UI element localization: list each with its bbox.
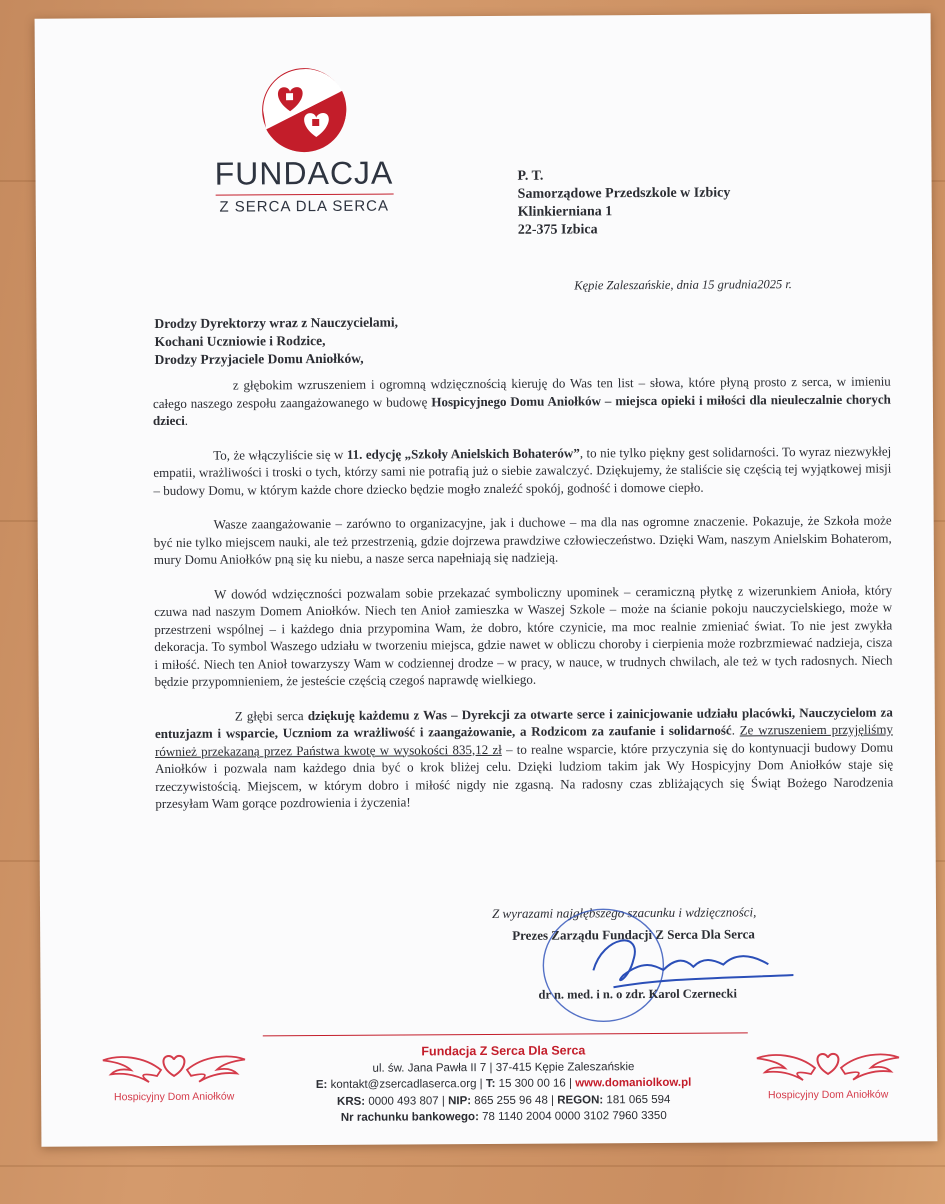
account-number: 78 1140 2004 0000 3102 7960 3350 (482, 1109, 667, 1124)
org-subtitle: Z SERCA DLA SERCA (219, 197, 390, 216)
letter-page (35, 13, 938, 1146)
footer (251, 1041, 756, 1127)
paragraph-5 (155, 703, 894, 813)
winged-heart-icon (753, 1043, 903, 1086)
signer-role: Prezes Zarządu Fundacji Z Serca Dla Serca (512, 926, 755, 943)
footer-org-name: Fundacja Z Serca Dla Serca (421, 1043, 586, 1059)
winged-heart-icon (99, 1045, 249, 1088)
regon: 181 065 594 (606, 1093, 671, 1106)
text: To, że włączyliście się w (213, 446, 347, 463)
bold-text: Hospicyjnego Domu Aniołków – miejsca opieki i miłości dla nieuleczalnie chorych dzieci (152, 391, 891, 429)
greeting-line: Kochani Uczniowie i Rodzice, (154, 332, 326, 350)
hospice-badge-right (753, 1043, 903, 1101)
krs: 0000 493 807 (368, 1094, 439, 1108)
date-line: Kępie Zaleszańskie, dnia 15 grudnia2025 r. (574, 277, 792, 293)
label: NIP: (448, 1094, 472, 1107)
divider (215, 194, 393, 196)
paragraph-1 (153, 373, 891, 430)
label: KRS: (336, 1095, 366, 1108)
recipient-line: Samorządowe Przedszkole w Izbicy (517, 185, 731, 202)
label: Nr rachunku bankowego: (340, 1111, 479, 1124)
heart-puzzle-logo-icon (255, 67, 352, 154)
paragraph-2 (153, 442, 891, 499)
text: Z głębi serca (234, 707, 308, 724)
letterhead (211, 67, 397, 216)
nip: 865 255 96 48 (474, 1094, 548, 1107)
email-link[interactable]: kontakt@zsercadlaserca.org (330, 1078, 477, 1091)
footer-address: ul. św. Jana Pawła II 7 | 37-415 Kępie Zaleszańskie (372, 1060, 635, 1075)
website-link[interactable]: www.domaniolkow.pl (575, 1076, 692, 1090)
text: , to nie tylko piękny gest solidarności. To wyraz niezwykłej empatii, wrażliwości i troski o tych, którzy sami nie potrafią już o siebie zawalczyć. Dziękujemy, że staliście się częścią tej wyjątkowej misji – budowy Domu, w którym każde chore dziecko będzie mogło znaleźć spokój, godność i domowe ciepło. (153, 443, 892, 498)
recipient-address (517, 167, 730, 240)
footer-divider (263, 1032, 748, 1036)
closing-phrase: Z wyrazami najgłębszego szacunku i wdzięczności, (491, 904, 757, 921)
label: T: (485, 1077, 496, 1091)
bold-text: dziękuję każdemu z Was – Dyrekcji za otwarte serce i zainicjowanie udziału placówki, Nauczycielom za entuzjazm i wsparcie, Uczniom za wrażliwość i zaangażowanie, a Rodzicom za zaufanie i solidarność (154, 704, 893, 742)
text: – to realne wsparcie, które przyczynia się do kontynuacji budowy Domu Aniołków i pozwala nam każdego dnia być o krok bliżej celu. Dzięki ludziom takim jak Wy Hospicyjny Dom Aniołków staje się rzeczywistością. Miejscem, w którym dobro i miłość nigdy nie zgasną. Na radosny czas zbliżających się Świąt Bożego Narodzenia przesyłam Wam gorące pozdrowienia i życzenia! (155, 739, 894, 812)
recipient-line: P. T. (517, 168, 544, 184)
letter-body (153, 373, 894, 830)
paragraph-3: Wasze zaangażowanie – zarówno to organizacyjne, jak i duchowe – ma dla nas ogromne znaczenie. Pokazuje, że Szkoła może być nie tylko miejscem nauki, ale też przestrzenią, gdzie dojrzewa prawdziwe człowieczeństwo. Dzięki Wam, naszym Anielskim Bohaterom, mury Domu Aniołków pną się ku niebu, a nasze serca napełniają się nadzieją. (153, 512, 892, 568)
hospice-label: Hospicyjny Dom Aniołków (768, 1088, 889, 1102)
signer-name: dr n. med. i n. o zdr. Karol Czernecki (538, 986, 737, 1002)
text: . (184, 412, 189, 428)
org-name: FUNDACJA (214, 154, 394, 192)
text: z głębokim wzruszeniem i ogromną wdzięcznością kieruję do Was ten list – słowa, które płyną prosto z serca, w imieniu całego naszego zespołu zaangażowanego w budowę (152, 373, 891, 411)
footer-contact: E: kontakt@zsercadlaserca.org | T: 15 300 00 16 | www.domaniolkow.pl (315, 1076, 692, 1092)
hospice-badge-left (99, 1045, 249, 1103)
label: E: (315, 1078, 328, 1092)
bold-text: 11. edycję „Szkoły Anielskich Bohaterów” (346, 444, 580, 462)
footer-registry: KRS: 0000 493 807 | NIP: 865 255 96 48 | REGON: 181 065 594 (336, 1093, 671, 1108)
signature-stamp-icon (533, 904, 794, 1026)
footer-account (251, 1107, 756, 1127)
phone: 15 300 00 16 (498, 1077, 566, 1090)
text: . (731, 722, 740, 738)
greeting-line: Drodzy Przyjaciele Domu Aniołków, (154, 350, 364, 368)
paragraph-4: W dowód wdzięczności pozwalam sobie przekazać symboliczny upominek – ceramiczną płytkę z wizerunkiem Anioła, który czuwa nad naszym Domem Aniołków. Niech ten Anioł zamieszka w Waszej Szkole – może na ścianie pokoju nauczycielskiego, może w przestrzeni wspólnej – i każdego dnia przypomina Wam, że dobro, które czynicie, ma moc realnie zmieniać świat. To nie jest zwykła dekoracja. To symbol Waszego udziału w tworzeniu miejsca, gdzie nawet w obliczu choroby i cierpienia może rozbrzmiewać nadzieja, cisza i miłość. Niech ten Anioł towarzyszy Wam w codziennej drodze – w pracy, w nauce, w trudnych chwilach, ale też w tych radosnych. Niech będzie przypomnieniem, że jesteście częścią czegoś naprawdę wielkiego. (154, 582, 893, 690)
greeting (154, 314, 398, 369)
recipient-line: Klinkierniana 1 (517, 204, 613, 220)
greeting-line: Drodzy Dyrektorzy wraz z Nauczycielami, (154, 314, 399, 332)
recipient-line: 22-375 Izbica (517, 222, 598, 238)
hospice-label: Hospicyjny Dom Aniołków (114, 1090, 235, 1104)
underlined-text: Ze wzruszeniem przyjęliśmy również przekazaną przez Państwa kwotę w wysokości 835,12 zł (154, 721, 893, 759)
label: REGON: (557, 1093, 604, 1107)
